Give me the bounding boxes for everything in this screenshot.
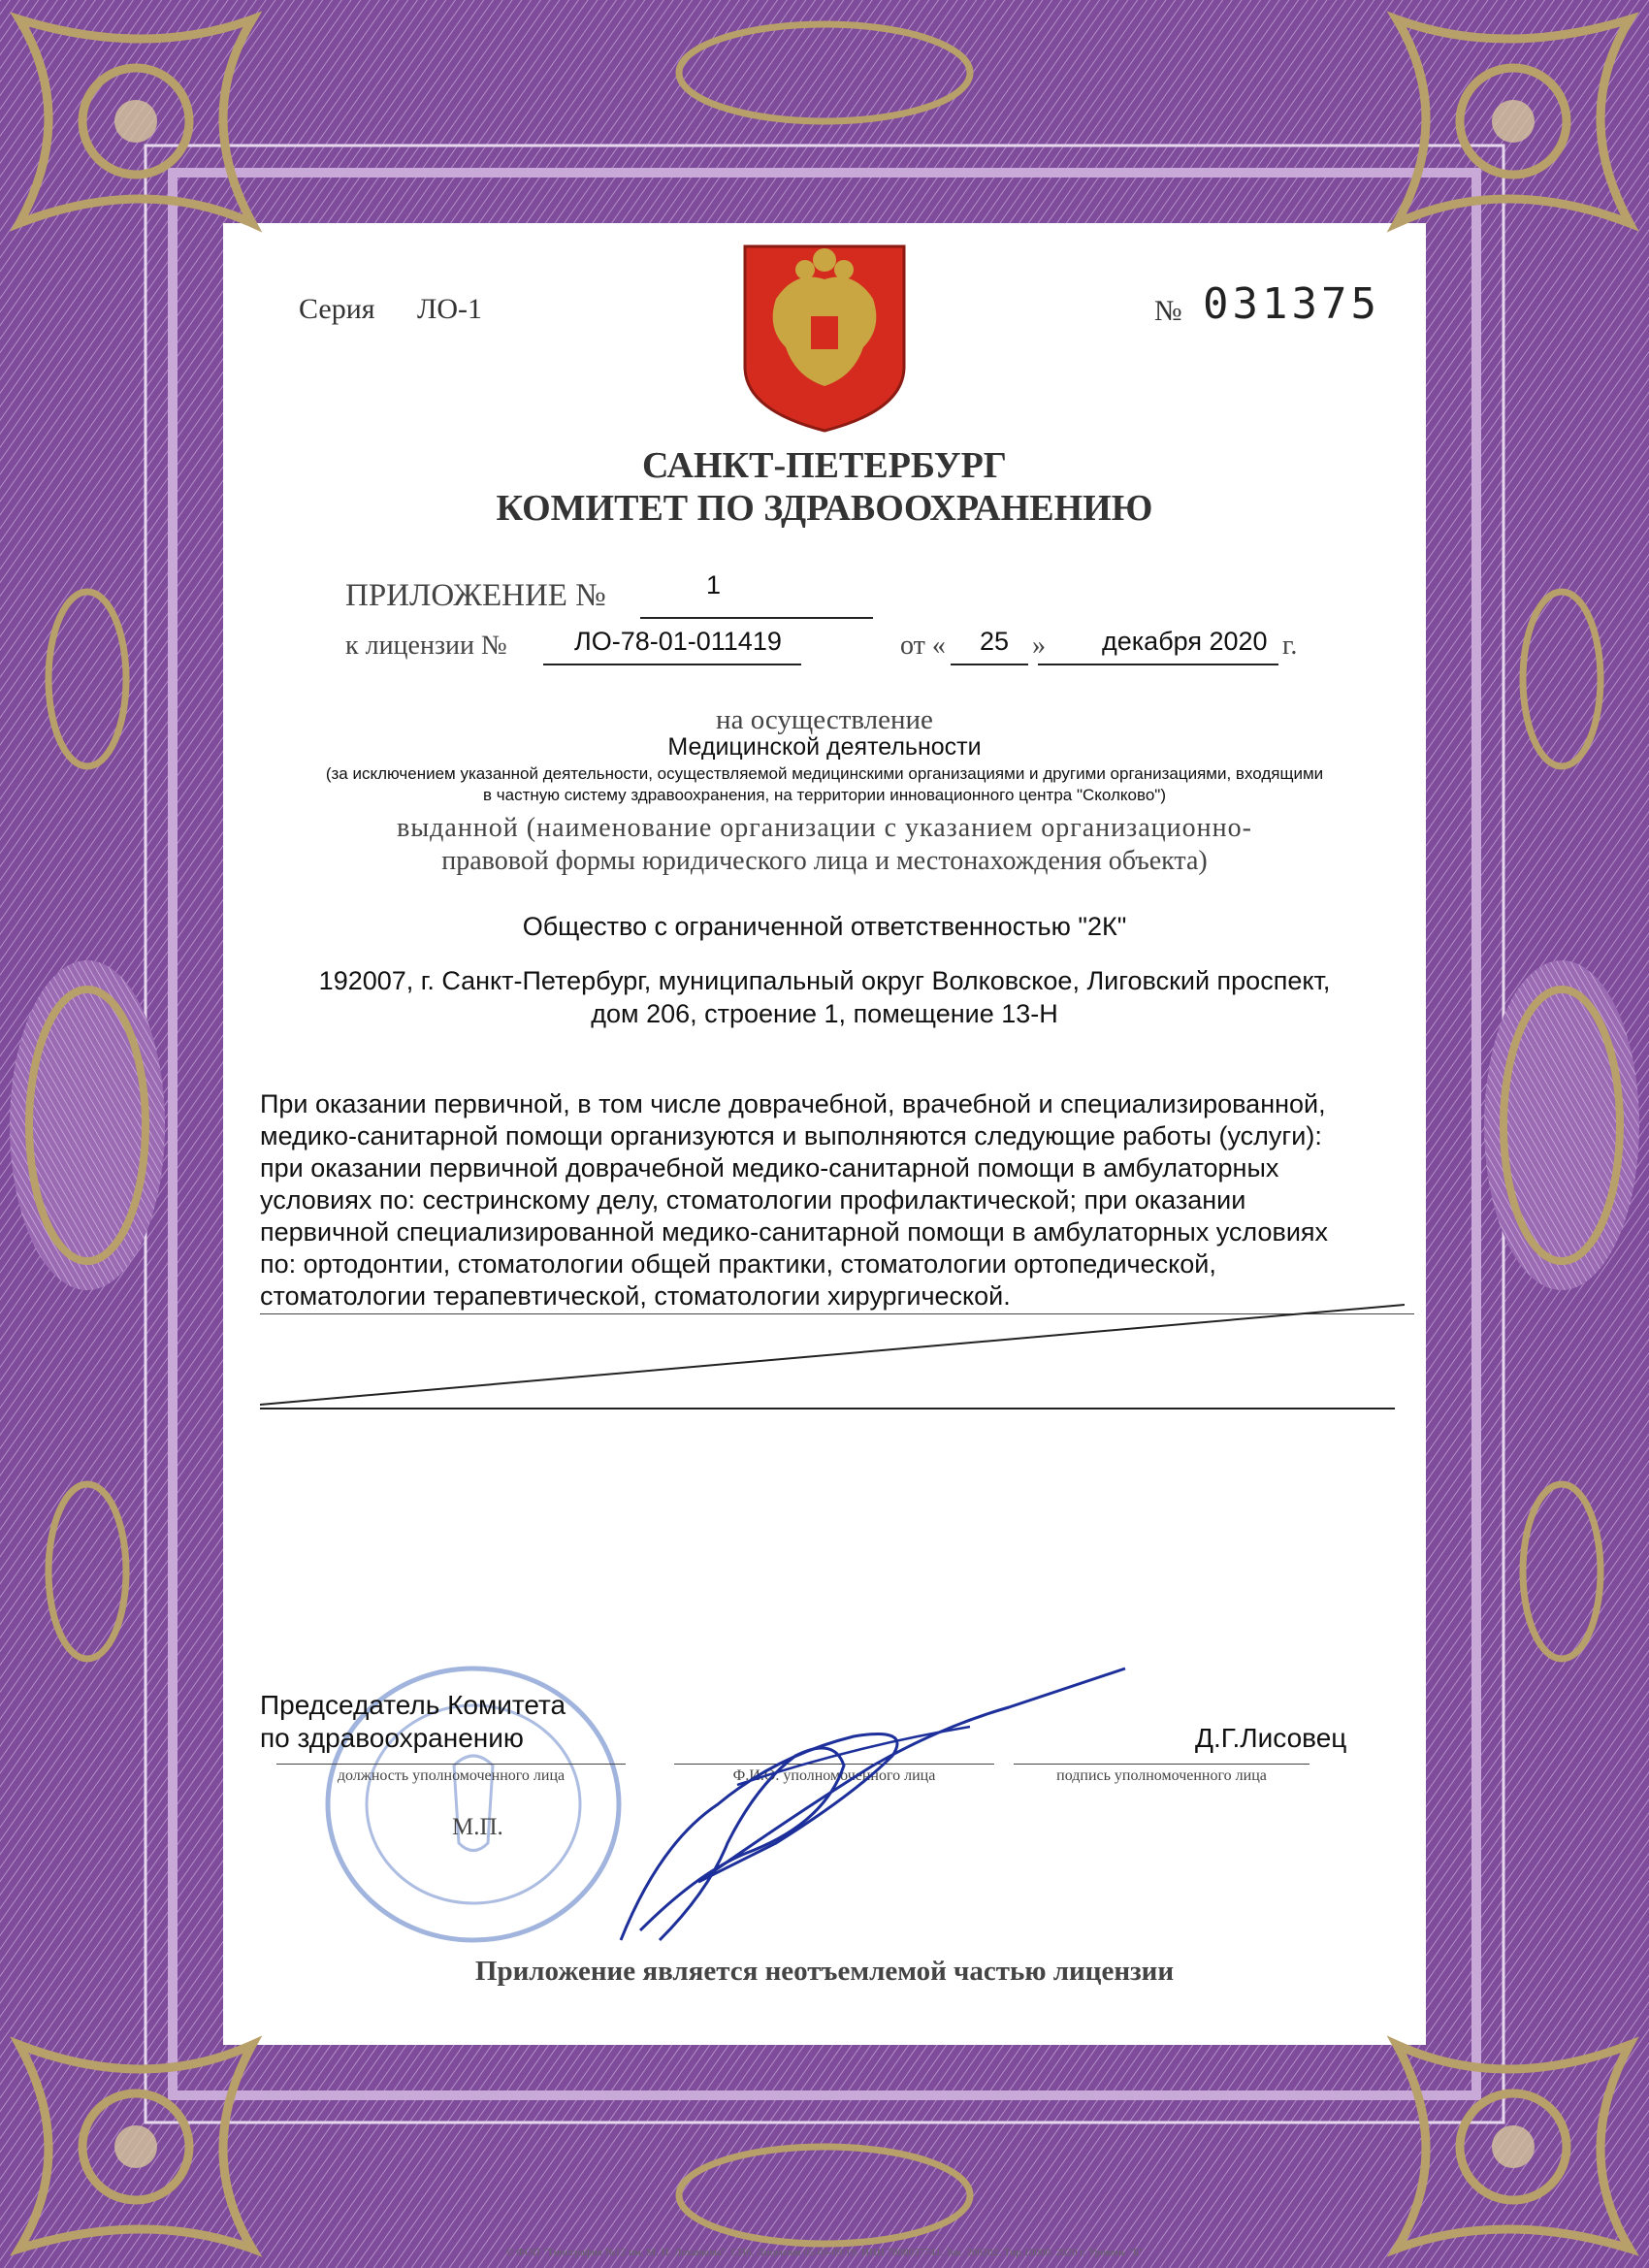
date-month-year: декабря 2020: [1102, 627, 1268, 656]
date-day: 25: [980, 627, 1010, 656]
organization-address-line-1: 192007, г. Санкт-Петербург, муниципальный округ Волковское, Лиговский проспект,: [318, 966, 1331, 995]
committee-heading: КОМИТЕТ ПО ЗДРАВООХРАНЕНИЮ: [496, 488, 1153, 529]
services-line-7: стоматологии терапевтической, стоматологии хирургической.: [260, 1281, 1011, 1311]
services-line-3: при оказании первичной доврачебной медико-санитарной помощи в амбулаторных: [260, 1153, 1279, 1183]
license-ref-number: ЛО-78-01-011419: [574, 627, 782, 656]
date-close-quote: »: [1032, 631, 1046, 661]
city-heading: САНКТ-ПЕТЕРБУРГ: [642, 445, 1007, 486]
signatory-position-line-1: Председатель Комитета: [260, 1690, 566, 1720]
cancel-strike-lines: [260, 1300, 1424, 1416]
signatory-position-line-2: по здравоохранению: [260, 1723, 524, 1753]
license-ref-label: к лицензии №: [345, 631, 507, 661]
activity-name: Медицинской деятельности: [667, 733, 982, 761]
services-line-2: медико-санитарной помощи организуются и выполняются следующие работы (услуги):: [260, 1121, 1322, 1150]
signatory-name: Д.Г.Лисовец: [1195, 1723, 1347, 1753]
seal-label: М.П.: [452, 1814, 503, 1840]
appendix-label: ПРИЛОЖЕНИЕ №: [345, 578, 606, 613]
handwritten-signature-icon: [601, 1649, 1145, 1960]
services-line-1: При оказании первичной, в том числе доврачебной, врачебной и специализированной,: [260, 1089, 1326, 1118]
caption-position: должность уполномоченного лица: [337, 1767, 566, 1784]
activity-intro: на осуществление: [716, 704, 933, 735]
number-sign: №: [1154, 295, 1182, 327]
caption-signature: подпись уполномоченного лица: [1056, 1767, 1267, 1784]
organization-name: Общество с ограниченной ответственностью "2К": [522, 912, 1127, 941]
services-line-5: первичной специализированной медико-санитарной помощи в амбулаторных условиях: [260, 1217, 1329, 1247]
activity-exclusion-line-1: (за исключением указанной деятельности, осуществляемой медицинскими организациями и другими организациями, входящими: [325, 764, 1324, 783]
caption-name: Ф.И.О. уполномоченного лица: [732, 1767, 936, 1784]
date-year-suffix: г.: [1282, 631, 1298, 661]
services-line-4: условиях по: сестринскому делу, стоматологии профилактической; при оказании: [260, 1185, 1246, 1215]
appendix-number: 1: [706, 570, 722, 599]
license-number: 031375: [1203, 279, 1380, 329]
issued-line-2: правовой формы юридического лица и местонахождения объекта): [441, 846, 1208, 876]
series-label: Серия: [299, 293, 375, 325]
activity-exclusion-line-2: в частную систему здравоохранения, на территории инновационного центра "Сколково"): [483, 786, 1166, 804]
series-value: ЛО-1: [417, 293, 483, 325]
printer-imprint: © ФОП "Типография №12 им. М. И. Лоханкова". СПб. Лицензия 05-05-09/19. ИНН 7808037741. Зак. 200202. Тир.10000. 2020 г. Уровень "Б": [505, 2247, 1144, 2258]
coat-of-arms-icon: [737, 241, 912, 435]
issued-line-1: выданной (наименование организации с указанием организационно-: [397, 813, 1252, 843]
organization-address-line-2: дом 206, строение 1, помещение 13-Н: [591, 999, 1058, 1028]
services-line-6: по: ортодонтии, стоматологии общей практики, стоматологии ортопедической,: [260, 1249, 1216, 1279]
closing-statement: Приложение является неотъемлемой частью лицензии: [474, 1956, 1175, 1987]
date-from-label: от «: [900, 631, 946, 661]
